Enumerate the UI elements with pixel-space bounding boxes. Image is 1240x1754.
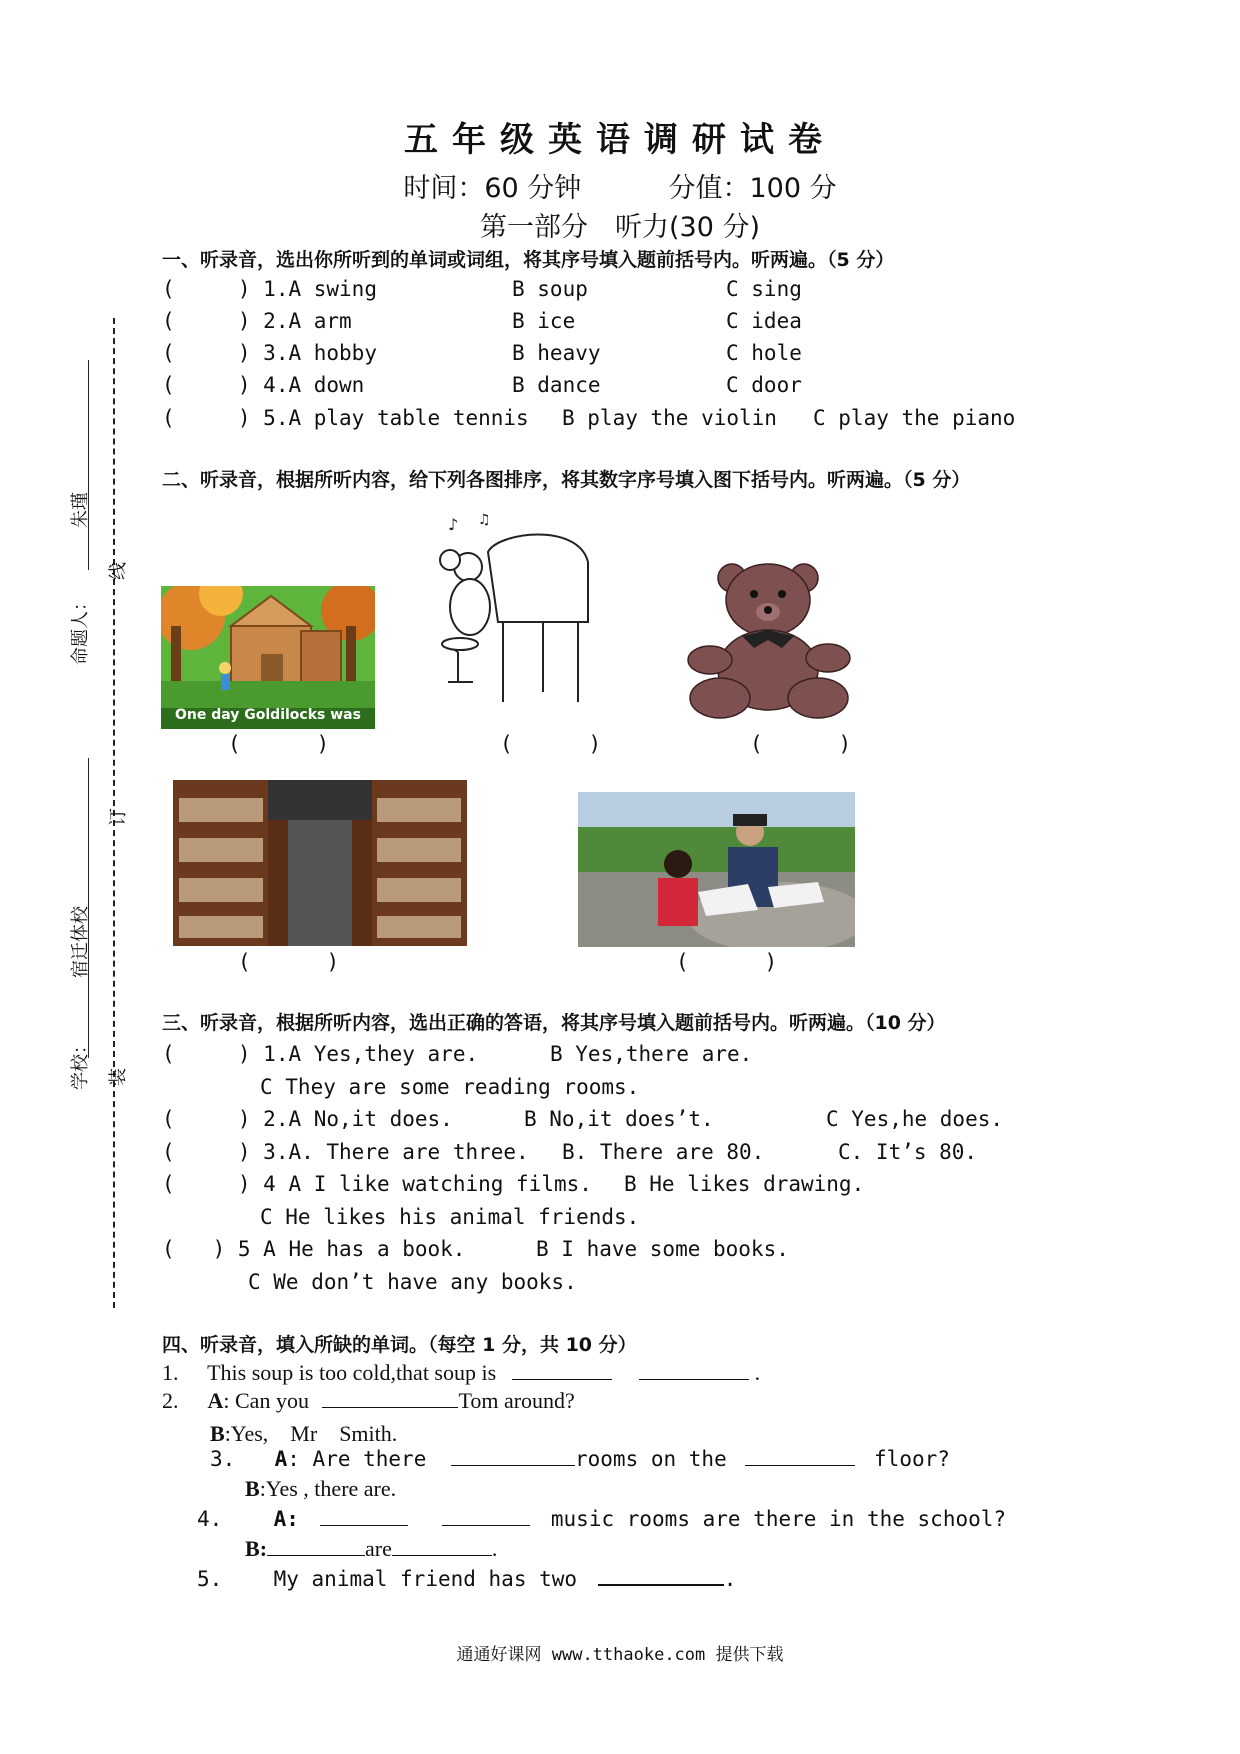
answer-paren[interactable]: ( ) — [162, 1172, 251, 1196]
option-c: C play the piano — [813, 406, 1016, 430]
answer-blank[interactable] — [442, 1507, 530, 1526]
list-item — [162, 1172, 592, 1196]
footer-text: 通通好课网 www.tthaoke.com 提供下载 — [456, 1645, 784, 1665]
option-c: C sing — [726, 277, 802, 301]
page-title: 五年级英语调研试卷 — [404, 120, 836, 160]
option-a: 1.A Yes,they are. — [263, 1042, 479, 1066]
answer-paren[interactable]: ( ) — [162, 277, 251, 301]
list-item — [162, 309, 352, 333]
answer-paren[interactable]: ( ) — [162, 1107, 251, 1131]
option-b: B He likes drawing. — [624, 1172, 865, 1196]
speaker-b: B — [210, 1421, 225, 1446]
answer-blank[interactable] — [267, 1537, 365, 1556]
fill-question-1: 1. This soup is too cold,that soup is . — [162, 1360, 761, 1385]
svg-text:♫: ♫ — [478, 512, 491, 528]
option-c: C They are some reading rooms. — [260, 1075, 640, 1099]
option-c: C We don’t have any books. — [248, 1270, 577, 1294]
speaker-a: A — [274, 1447, 288, 1471]
option-c: C Yes,he does. — [826, 1107, 1004, 1131]
question-text: music rooms are there in the school? — [550, 1507, 1007, 1531]
answer-blank[interactable] — [322, 1389, 458, 1408]
fill-question-2 — [162, 1388, 575, 1414]
option-c: C He likes his animal friends. — [260, 1205, 640, 1229]
answer-paren[interactable]: ( ) — [676, 950, 778, 974]
answer-paren[interactable]: ( ) — [162, 1237, 226, 1261]
option-a: 1.A swing — [263, 277, 377, 301]
option-b: B No,it does’t. — [524, 1107, 714, 1131]
svg-text:♪: ♪ — [448, 515, 459, 534]
section4-heading: 四、听录音，填入所缺的单词。（每空 1 分，共 10 分） — [162, 1334, 637, 1356]
option-b: B heavy — [512, 341, 601, 365]
speaker-a: A — [207, 1388, 224, 1413]
question-text: My animal friend has two — [273, 1567, 578, 1591]
answer-text: are — [365, 1536, 392, 1561]
school-label: 学校： — [70, 1036, 91, 1090]
list-item — [162, 373, 364, 397]
time-label: 时间：60 分钟 — [403, 173, 582, 204]
list-item — [162, 1237, 465, 1261]
answer-paren[interactable]: ( ) — [228, 732, 330, 756]
answer-paren[interactable]: ( ) — [500, 732, 602, 756]
answer-paren[interactable]: ( ) — [162, 309, 251, 333]
mouse-piano-picture — [428, 512, 602, 710]
part-title: 第一部分 听力(30 分) — [479, 212, 760, 243]
fill-question-4-answer: B: are . — [245, 1536, 498, 1561]
answer-blank[interactable] — [392, 1537, 492, 1556]
answer-text: :Yes , there are. — [259, 1476, 397, 1501]
answer-blank[interactable] — [598, 1566, 724, 1586]
option-a: 4.A down — [263, 373, 365, 397]
answer-blank[interactable] — [639, 1361, 749, 1380]
exam-meta — [0, 166, 1240, 205]
list-item — [162, 277, 377, 301]
option-b: B play the violin — [562, 406, 777, 430]
speaker-b: B — [245, 1536, 260, 1561]
speaker-b: B — [245, 1476, 260, 1501]
option-b: B soup — [512, 277, 588, 301]
goldilocks-caption: One day Goldilocks was — [175, 707, 361, 723]
option-a: 4 A I like watching films. — [263, 1172, 592, 1196]
speaker-a: A — [273, 1507, 287, 1531]
option-a: 2.A No,it does. — [263, 1107, 453, 1131]
answer-paren[interactable]: ( ) — [162, 1042, 251, 1066]
score-label: 分值：100 分 — [668, 173, 837, 204]
question-number: 3. — [210, 1447, 236, 1471]
option-b: B ice — [512, 309, 576, 333]
option-b: B dance — [512, 373, 601, 397]
school-name: 宿迁体校 — [70, 906, 91, 978]
setter-label: 命题人： — [70, 593, 91, 665]
option-b: B I have some books. — [536, 1237, 789, 1261]
mark-line: 线 — [108, 562, 129, 580]
section1-heading: 一、听录音，选出你所听到的单词或词组，将其序号填入题前括号内。听两遍。（5 分） — [162, 249, 895, 271]
mark-staple: 订 — [108, 808, 129, 826]
option-b: B. There are 80. — [562, 1140, 765, 1164]
option-a: 5 A He has a book. — [237, 1237, 466, 1261]
option-a: 3.A hobby — [263, 341, 377, 365]
option-c: C. It’s 80. — [838, 1140, 978, 1164]
option-a: 2.A arm — [263, 309, 352, 333]
mark-bind: 装 — [108, 1068, 129, 1086]
question-text: floor? — [874, 1447, 950, 1471]
section2-heading: 二、听录音，根据所听内容，给下列各图排序，将其数字序号填入图下括号内。听两遍。（5 分） — [162, 469, 971, 491]
goldilocks-picture — [161, 586, 375, 729]
question-text: Tom around? — [458, 1388, 575, 1413]
fill-question-4 — [197, 1507, 1006, 1531]
section3-heading: 三、听录音，根据所听内容，选出正确的答语，将其序号填入题前括号内。听两遍。（10 分） — [162, 1012, 946, 1034]
option-c: C door — [726, 373, 802, 397]
question-number: 1. — [162, 1360, 179, 1385]
option-c: C hole — [726, 341, 802, 365]
question-number: 5. — [197, 1567, 223, 1591]
answer-blank[interactable] — [451, 1447, 575, 1466]
reading-outdoors-picture — [578, 792, 855, 947]
setter-name: 朱瑾 — [70, 492, 91, 528]
fill-question-5: 5. My animal friend has two . — [197, 1567, 737, 1591]
fill-question-2-answer — [210, 1417, 397, 1448]
speaker-colon: : — [286, 1507, 299, 1531]
question-text: rooms on the — [575, 1447, 727, 1471]
teddy-bear-picture — [672, 560, 864, 722]
answer-paren[interactable]: ( ) — [238, 950, 340, 974]
list-item — [162, 1042, 478, 1066]
list-item — [162, 406, 529, 430]
question-number: 2. — [162, 1388, 179, 1413]
answer-blank[interactable] — [512, 1361, 612, 1380]
question-number: 4. — [197, 1507, 223, 1531]
question-text: : Are there — [287, 1447, 427, 1471]
option-a: 5.A play table tennis — [263, 406, 529, 430]
list-item — [162, 1140, 529, 1164]
list-item — [162, 341, 377, 365]
answer-blank[interactable] — [320, 1507, 408, 1526]
answer-paren[interactable]: ( ) — [162, 373, 251, 397]
setter-underline — [88, 360, 89, 570]
library-picture — [173, 780, 467, 946]
answer-paren[interactable]: ( ) — [162, 341, 251, 365]
option-c: C idea — [726, 309, 802, 333]
answer-paren[interactable]: ( ) — [162, 406, 251, 430]
fill-question-3-answer — [245, 1476, 396, 1502]
option-b: B Yes,there are. — [550, 1042, 753, 1066]
list-item — [162, 1107, 453, 1131]
question-text: : Can you — [223, 1388, 309, 1413]
question-text: This soup is too cold,that soup is — [207, 1360, 497, 1385]
fill-question-3 — [210, 1447, 950, 1471]
option-a: 3.A. There are three. — [263, 1140, 529, 1164]
answer-text: :Yes, Mr Smith. — [224, 1421, 398, 1446]
answer-paren[interactable]: ( ) — [750, 732, 852, 756]
answer-blank[interactable] — [745, 1447, 855, 1466]
answer-paren[interactable]: ( ) — [162, 1140, 251, 1164]
